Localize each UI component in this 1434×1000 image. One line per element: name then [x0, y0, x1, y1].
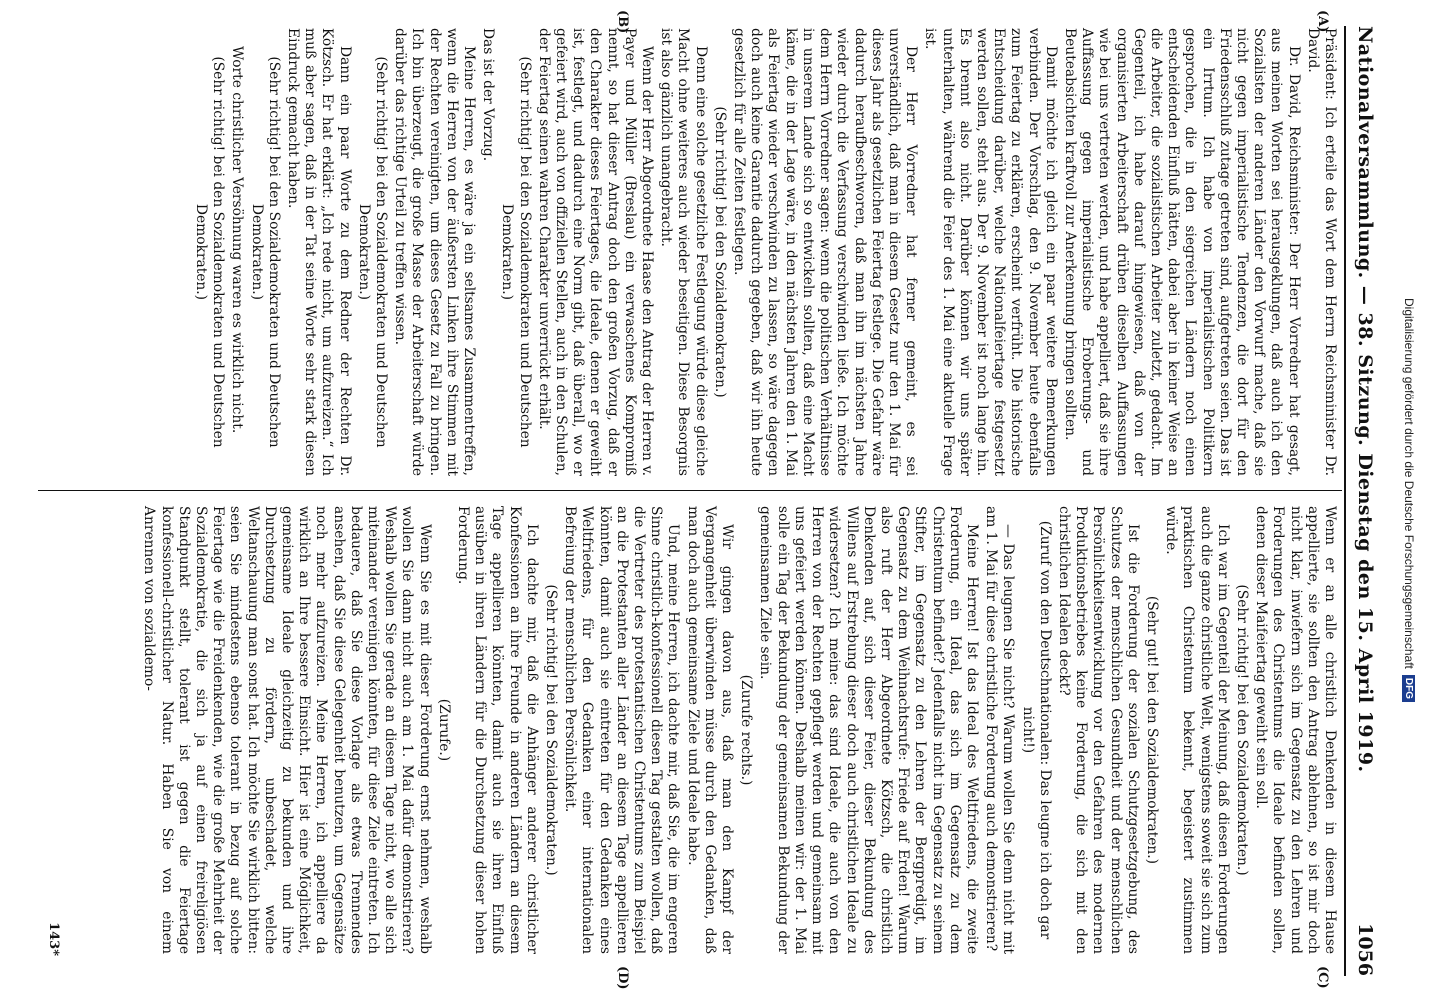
right-column [40, 506, 1338, 954]
paragraph: Der Herr Vorredner hat ferner gemeint, es sei unverständlich, daß man in diesem Gesetz nur den 1. Mai für dieses Jahr als gesetzlichen Feiertag festlege. Die Gefahr wäre dadurch heraufbeschworen, daß man ihn im nächsten Jahre wieder durch die Verfassung verschwinden ließe. Ich möchte dem Herrn Vorredner sagen: wenn die politischen Verhältnisse in unserem Lande sich so entwickeln sollten, daß eine Macht käme, die in der Lage wäre, in den nächsten Jahren den 1. Mai als Feiertag wieder verschwinden zu lassen, so wäre dagegen doch auch keine Garantie dadurch gegeben, daß wir ihn heute gesetzlich für alle Zeiten festlegen. [731, 28, 920, 476]
paragraph: Wir gingen davon aus, daß man den Kampf der Vergangenheit überwinden müsse durch den Gedanken, daß man doch auch gemeinsame Ziele und Ideale habe. [684, 506, 736, 954]
page-number: 1056 [1354, 923, 1376, 976]
interjection: (Zurufe.) [435, 698, 452, 762]
margin-marker-b: (B) [615, 10, 630, 34]
paragraph: Worte christlicher Versöhnung waren es wirklich nicht. [229, 46, 246, 434]
signature-mark: 143* [46, 922, 61, 956]
paragraph: Ich war im Gegenteil der Meinung, daß diesen Forderungen auch die ganze christliche Welt, wenigstens soweit sie sich zum praktischen Christentum bekennt, begeistert zustimmen würde. [1163, 506, 1231, 954]
digitization-note [1384, 0, 1434, 1000]
paragraph: Wenn der Herr Abgeordnete Haase den Antrag der Herren v. Payer und Müller (Breslau) ein verwaschenes Kompromiß nennt, so hat dieser Antrag doch den großen Vorzug, daß er den Charakter dieses Feiertages, die Ideale, denen er geweiht ist, festlegt, und dadurch eine Norm gibt, daß überall, wo er gefeiert wird, auch von offiziellen Stellen, auch in den Schulen, der Feiertag seinen wahren Charakter unverrückt erhält. [535, 28, 656, 476]
margin-marker-a: (A) [1315, 10, 1330, 33]
header-title: Nationalversammlung. — 38. Sitzung. Dienstag den 15. April 1919. [1354, 26, 1376, 773]
paragraph: Wenn Sie es mit dieser Forderung ernst nehmen, weshalb wollen Sie dann nicht auch am 1. Mai dafür demonstrieren? Weshalb wollen Sie gerade an diesem Tage nicht, wo alle sich miteinander vereinigen könnten, für diese Ziele eintreten. Ich bedauere, daß Sie diese Vorlage als etwas Trennendes ansehen, daß Sie diese Gelegenheit benutzen, um Gegensätze noch mehr aufzureizen. Meine Herren, ich appelliere da wirklich an Ihre bessere Einsicht. Hier ist eine Möglichkeit, gemeinsame Ideale gleichzeitig zu bekunden und ihre Durchsetzung zu fördern, unbeschadet, welche Weltanschauung man sonst hat. Ich möchte Sie wirklich bitten: seien Sie mindestens ebenso tolerant in bezug auf solche Feiertage wie die Freidenkenden, wie die große Mehrheit der Sozialdemokratie, die sich ja auf einen freireligiösen Standpunkt stellt, tolerant ist gegen die Feiertage konfessionell-christlicher Natur. Haben Sie von einem Anrennen von sozialdemo- [141, 506, 433, 954]
paragraph: — Das leugnen Sie nicht? Warum wollen Sie denn nicht mit am 1. Mai für diese christliche Forderung auch demonstrieren? [983, 506, 1017, 954]
paragraph: Präsident: Ich erteile das Wort dem Herrn Reichsminister Dr. David. [1304, 28, 1338, 476]
paragraph: Und, meine Herren, ich dachte mir, daß Sie, die im engeren Sinne christlich-konfessionell diesen Tag gestalten wollen, daß die Vertreter des protestantischen Christentums zum Beispiel an die Protestanten aller Länder an diesem Tage appellieren könnten, damit auch sie eintreten für den Gedanken eines Weltfriedens, für den Gedanken einer internationalen Befreiung der menschlichen Persönlichkeit. [562, 506, 682, 954]
paragraph: Denn eine solche gesetzliche Festlegung würde diese gleiche Macht ohne weiteres auch wieder beseitigen. Diese Besorgnis ist also gänzlich unangebracht. [658, 28, 709, 476]
interjection: (Sehr richtig! bei den Sozialdemokraten und Deutschen Demokraten.) [248, 56, 282, 448]
interjection: (Sehr gut! bei den Sozialdemokraten.) [1143, 595, 1160, 865]
paragraph: Meine Herren! Ist das Ideal des Weltfriedens, die zweite Forderung, ein Ideal, das sich im Gegensatz zu dem Christentum befindet? Jedenfalls nicht im Gegensatz zu seinem Stifter, im Gegensatz zu den Lehren der Bergpredigt, im Gegensatz zu dem Weihnachtsrufe: Friede auf Erden! Warum also ruft der Herr Abgeordnete Kötzsch, die christlich Denkenden auf, sich dieser Feier, dieser Bekundung des Willens auf Erstrebung dieser doch auch christlichen Ideale zu widersetzen? Ich meine: das sind Ideale, die auch von den Herren von der Rechten gepflegt werden und gemeinsam mit uns gefeiert werden können. Deshalb meinen wir: der 1. Mai solle ein Tag der Bekundung der gemeinsamen Bekundung der gemeinsamen Ziele sein. [757, 506, 980, 954]
paragraph: Ich dachte mir, daß die Anhänger anderer christlicher Konfessionen an ihre Freunde in anderen Ländern an diesem Tage appellieren könnten, damit auch sie ihren Einfluß ausüben in ihren Ländern für die Durchsetzung dieser hohen Forderung. [455, 506, 540, 954]
column-divider [38, 490, 1342, 491]
interjection: (Sehr richtig! bei den Sozialdemokraten und Deutschen Demokraten.) [499, 56, 533, 448]
dfg-logo: DFG [1403, 675, 1416, 702]
paragraph: Damit möchte ich gleich ein paar weitere Bemerkungen verbinden. Der Vorschlag, den 9. November heute ebenfalls zum Feiertag zu erklären, erscheint verfrüht. Die historische Entscheidung darüber, welche Nationalfeiertage festgesetzt werden sollen, steht aus. Der 9. November ist noch lange hin. Es brennt also nicht. Darüber können wir uns später unterhalten, während die Feier des 1. Mai eine aktuelle Frage ist. [922, 28, 1059, 476]
interjection: (Zuruf von den Deutschnationalen: Das leugne ich doch gar nicht!) [1019, 520, 1053, 940]
paragraph: Das ist der Vorzug. [480, 28, 497, 162]
page-header [1344, 26, 1384, 976]
interjection: (Zurufe rechts.) [738, 674, 755, 786]
paragraph: Ist die Forderung der sozialen Schutzgesetzgebung, des Schutzes der menschlichen Gesundheit und der menschlichen Persönlichkeitsentwicklung vor den Gefahren des modernen Produktionsbetriebes keine Forderung, die sich mit den christlichen Idealen deckt? [1055, 506, 1141, 954]
paragraph: Meine Herren, es wäre ja ein seltsames Zusammentreffen, wenn die Herren von der äußersten Linken ihre Stimmen mit der Rechten vereinigten, um dieses Gesetz zu Fall zu bringen. Ich bin überzeugt, die große Masse der Arbeiterschaft würde darüber das richtige Urteil zu treffen wissen. [392, 28, 478, 476]
document-page [30, 6, 1390, 996]
interjection: (Sehr richtig! bei den Sozialdemokraten und Deutschen Demokraten.) [193, 56, 227, 448]
margin-marker-d: (D) [615, 966, 630, 990]
interjection: (Sehr richtig! bei den Sozialdemokraten.) [711, 106, 728, 398]
interjection: (Sehr richtig! bei den Sozialdemokraten und Deutschen Demokraten.) [355, 56, 390, 448]
paragraph: Dr. David, Reichsminister: Der Herr Vorredner hat gesagt, aus meinen Worten sei herausgeklungen, daß auch ich den Sozialisten der anderen Länder den Vorwurf mache, daß sie nicht gegen imperialistische Tendenzen, die dort für den Friedensschluß zutage getreten sind, aufgetreten seien. Das ist ein Irrtum. Ich habe von imperialistischen Politikern gesprochen, die in den siegreichen Ländern noch einen entscheidenden Einfluß hätten, dabei aber in keiner Weise an die Arbeiter, die sozialistischen Arbeiter zuletzt, gedacht. Im Gegenteil, ich habe darauf hingewiesen, daß von der organisierten Arbeiterschaft drüben dieselben Auffassungen wie bei uns vertreten werden, und habe appelliert, daß sie ihre Auffassung gegen imperialistische Eroberungs- und Beuteabsichten kraftvoll zur Anerkennung bringen sollten. [1061, 28, 1302, 476]
margin-marker-c: (C) [1315, 966, 1330, 989]
interjection: (Sehr richtig! bei den Sozialdemokraten.) [543, 584, 560, 876]
paragraph: Dann ein paar Worte zu dem Redner der Rechten Dr. Kötzsch. Er hat erklärt: „Ich rede nicht, um aufzureizen.“ Ich muß aber sagen, daß in der Tat seine Worte sehr stark diesen Eindruck gemacht haben. [285, 28, 353, 476]
digitization-text: Digitalisierung gefördert durch die Deutsche Forschungsgemeinschaft [1402, 298, 1416, 669]
paragraph: Wenn er an alle christlich Denkenden in diesem Hause appellierte, sie sollten den Antrag ablehnen, so ist mir doch nicht klar, inwiefern sich im Gegensatz zu den Lehren und Forderungen des Christentums die Ideale befinden sollen, denen dieser Maifeiertag geweiht sein soll. [1253, 506, 1338, 954]
left-column [40, 28, 1338, 476]
interjection: (Sehr richtig! bei den Sozialdemokraten.) [1233, 584, 1250, 876]
